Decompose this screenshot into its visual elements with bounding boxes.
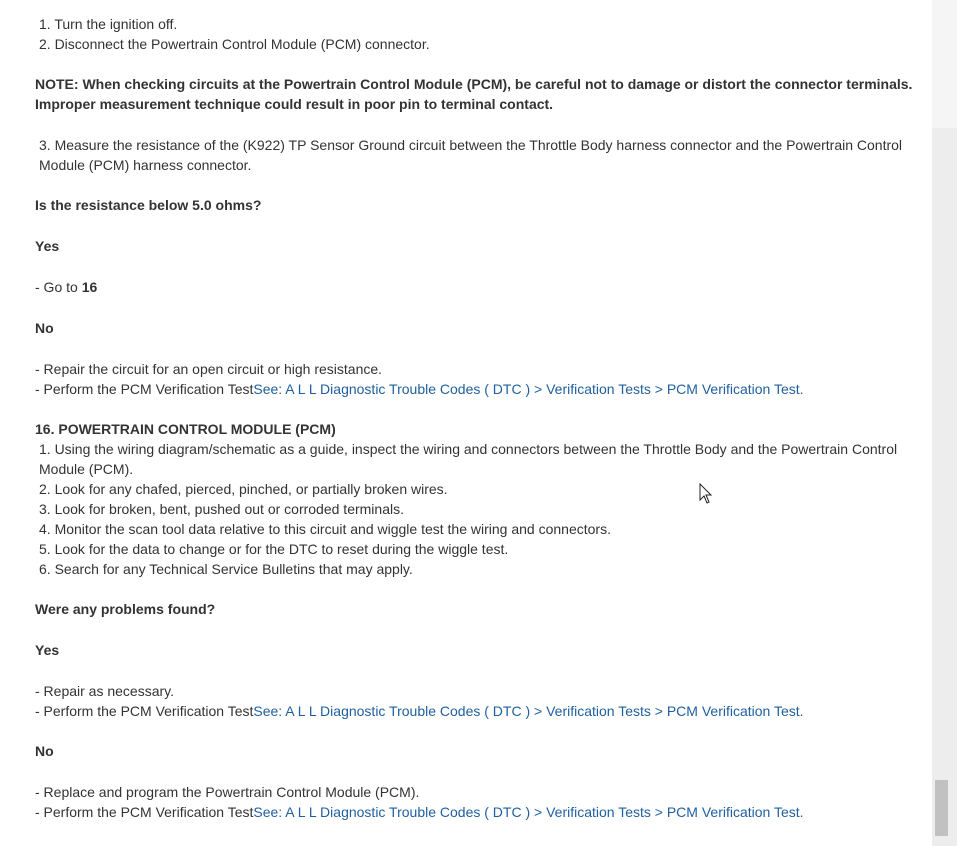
section-16-step-4: 4. Monitor the scan tool data relative to this circuit and wiggle test the wiring and connectors. (39, 521, 611, 537)
no2-verification-text: - Perform the PCM Verification Test (35, 804, 254, 820)
step-measure-resistance: 3. Measure the resistance of the (K922) TP Sensor Ground circuit between the Throttle Body harness connector and the Powertrain Control Module (PCM) harness connector. (39, 137, 903, 173)
answer-yes-label: Yes (35, 238, 60, 254)
question-resistance: Is the resistance below 5.0 ohms? (35, 197, 262, 213)
no2-item-replace: - Replace and program the Powertrain Control Module (PCM). (35, 784, 420, 800)
yes2-verification-text: - Perform the PCM Verification Test (35, 703, 254, 719)
scrollbar-track-upper (932, 0, 957, 128)
yes2-item-verification (35, 701, 917, 721)
no2-verification-link[interactable]: See: A L L Diagnostic Trouble Codes ( DTC ) > Verification Tests > PCM Verification Test. (253, 804, 804, 820)
section-16-step-1: 1. Using the wiring diagram/schematic as a guide, inspect the wiring and connectors between the Throttle Body and the Powertrain Control Module (PCM). (39, 441, 898, 477)
no1-verification-link[interactable]: See: A L L Diagnostic Trouble Codes ( DTC ) > Verification Tests > PCM Verification Test. (253, 381, 804, 397)
answer-no-label: No (35, 320, 54, 336)
goto-step (35, 277, 917, 297)
yes2-verification-link[interactable]: See: A L L Diagnostic Trouble Codes ( DTC ) > Verification Tests > PCM Verification Test. (253, 703, 804, 719)
mouse-cursor-icon (699, 483, 713, 505)
answer-yes2-label: Yes (35, 642, 60, 658)
section-16-step-2: 2. Look for any chafed, pierced, pinched, or partially broken wires. (39, 481, 448, 497)
no1-item-verification (35, 379, 917, 399)
step-turn-ignition-off: 1. Turn the ignition off. (39, 16, 178, 32)
goto-target: 16 (81, 279, 98, 295)
scrollbar-thumb[interactable] (935, 780, 948, 836)
section-16-title: 16. POWERTRAIN CONTROL MODULE (PCM) (35, 421, 336, 437)
question-problems-found: Were any problems found? (35, 601, 216, 617)
no1-verification-text: - Perform the PCM Verification Test (35, 381, 254, 397)
section-16-step-5: 5. Look for the data to change or for the DTC to reset during the wiggle test. (39, 541, 509, 557)
goto-prefix: - Go to (35, 279, 82, 295)
section-16-step-3: 3. Look for broken, bent, pushed out or corroded terminals. (39, 501, 404, 517)
no2-item-verification (35, 802, 917, 822)
document-content (35, 14, 917, 822)
vertical-scrollbar[interactable] (932, 0, 957, 846)
no1-item-repair: - Repair the circuit for an open circuit or high resistance. (35, 361, 383, 377)
note-line-1: NOTE: When checking circuits at the Powertrain Control Module (PCM), be careful not to damage or distort the connector terminals. (35, 76, 913, 92)
section-16-step-6: 6. Search for any Technical Service Bulletins that may apply. (39, 561, 413, 577)
answer-no2-label: No (35, 743, 54, 759)
yes2-item-repair: - Repair as necessary. (35, 683, 175, 699)
note-line-2: Improper measurement technique could result in poor pin to terminal contact. (35, 96, 554, 112)
step-disconnect-pcm: 2. Disconnect the Powertrain Control Module (PCM) connector. (39, 36, 430, 52)
